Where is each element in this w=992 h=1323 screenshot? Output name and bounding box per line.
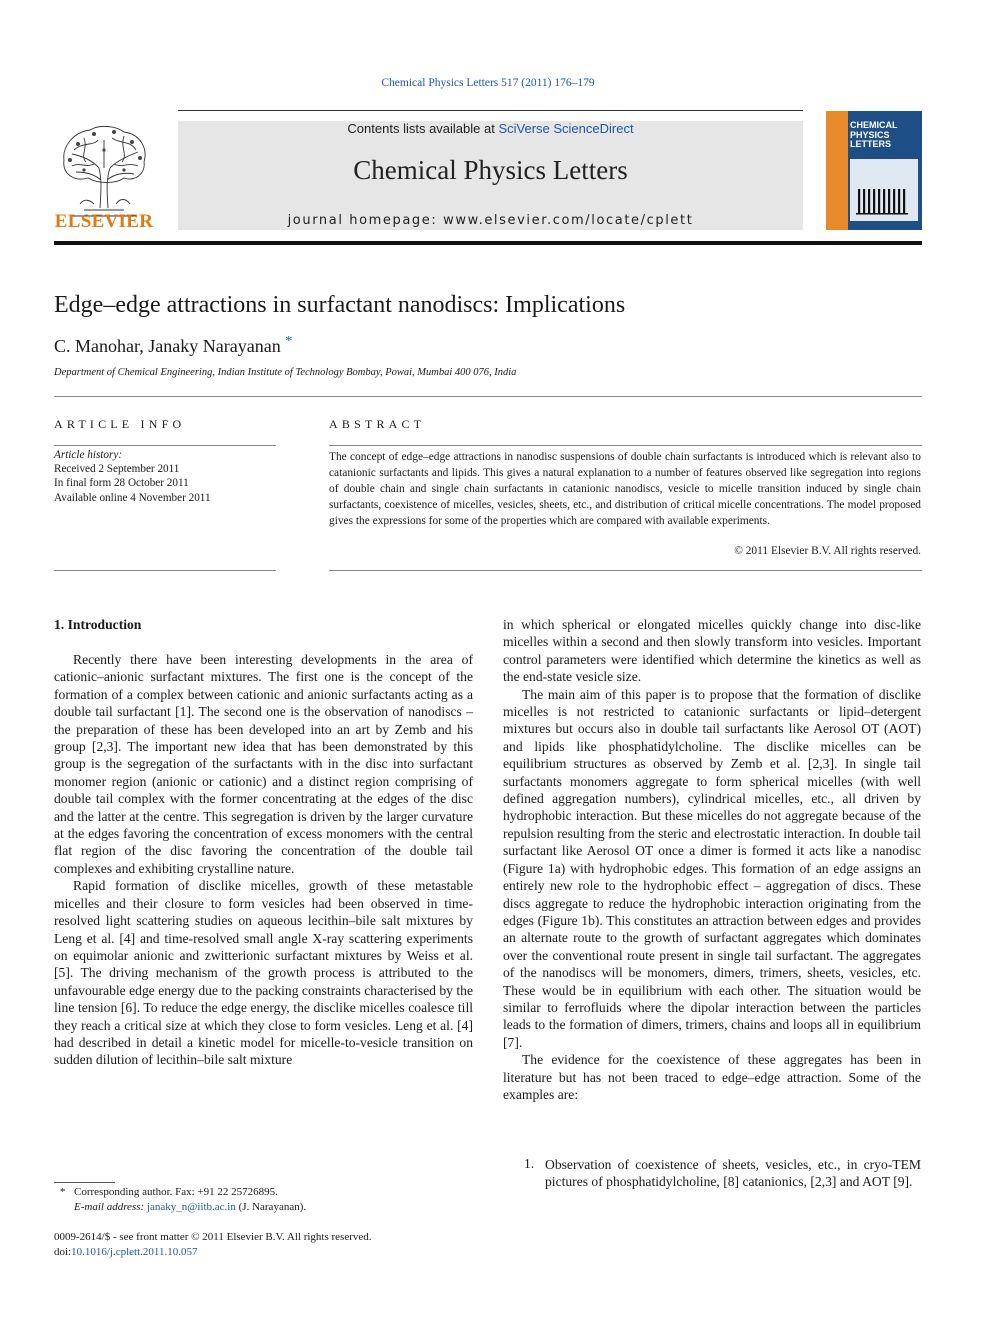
footnote-divider (54, 1182, 115, 1183)
article-title: Edge–edge attractions in surfactant nanodiscs: Implications (54, 292, 626, 318)
contents-line (178, 121, 803, 136)
elsevier-wordmark: ELSEVIER (54, 211, 154, 232)
journal-citation-link[interactable]: Chemical Physics Letters 517 (2011) 176–179 (381, 77, 595, 89)
author-names: C. Manohar, Janaky Narayanan (54, 336, 281, 356)
sciencedirect-link[interactable]: SciVerse ScienceDirect (498, 121, 634, 136)
doi-line (54, 1245, 372, 1260)
corresponding-author-mark[interactable]: * (285, 334, 293, 349)
footnotes (54, 1185, 306, 1215)
abstract-copyright: © 2011 Elsevier B.V. All rights reserved. (734, 545, 921, 557)
header-divider-top (178, 110, 803, 111)
contents-prefix: Contents lists available at (347, 121, 499, 136)
list-item-number: 1. (524, 1156, 535, 1171)
header-divider-bottom (54, 241, 922, 245)
footnote-corresponding (54, 1185, 306, 1200)
body-paragraph: Rapid formation of disclike micelles, growth of these metastable micelles and their closure to form vesicles had been observed in time-resolved light scattering studies on aqueous lecithin–bile salt mixtures by Leng et al. [4] and time-resolved small angle X-ray scattering experiments on equimolar anionic and zwitterionic surfactant mixtures by Weiss et al. [5]. The driving mechanism of the growth process is attributed to the unfavourable edge energy due to the packing constraints characterised by the line tension [6]. To reduce the edge energy, the disclike micelles coalesce till they reach a critical size at which they close to form vesicles. Leng et al. [4] had described in detail a kinetic model for micelle-to-vesicle transition on sudden dilution of lecithin–bile salt mixture (54, 878, 473, 1068)
cover-title-line: PHYSICS (850, 129, 890, 140)
cover-title-line: LETTERS (850, 139, 892, 149)
history-final-form: In final form 28 October 2011 (54, 477, 189, 490)
body-paragraph: The evidence for the coexistence of these aggregates has been in literature but has not been traced to edge–edge attraction. Some of the examples are: (503, 1052, 921, 1102)
abstract-divider (329, 445, 922, 446)
email-suffix: (J. Narayanan). (235, 1201, 307, 1213)
doi-link[interactable]: 10.1016/j.cplett.2011.10.057 (71, 1245, 198, 1258)
body-column-left (54, 651, 473, 1069)
list-item: Observation of coexistence of sheets, vesicles, etc., in cryo-TEM pictures of phosphatidylcholine, [8] catanionics, [2,3] and AOT [9]. (545, 1157, 921, 1190)
body-paragraph: Recently there have been interesting developments in the area of cationic–anionic surfactant mixtures. The first one is the concept of the formation of a complex between cationic and anionic surfactants acting as a double tail surfactant [1]. The second one is the observation of nanodiscs – the preparation of these has been developed into an art by Zemb and his group [2,3]. The important new idea that has been demonstrated by this group is the segregation of the surfactants with in the disc into surfactant monomer region (anionic or cationic) and a distinct region comprising of double tail complex with the former concentrating at the edges of the disc and the latter at the centre. This segregation is driven by the larger curvature at the edges favoring the concentration of excess monomers with the central flat region of the disc favoring the concentration of the double tail complexes and exhibiting crystalline nature. (54, 652, 473, 876)
article-info-bottom-divider (54, 570, 276, 571)
article-info-heading: ARTICLE INFO (54, 417, 186, 431)
body-column-right (503, 616, 921, 1103)
footnote-email (54, 1200, 306, 1215)
cover-figure (850, 159, 918, 221)
body-paragraph: The main aim of this paper is to propose that the formation of disclike micelles is not restricted to catanionic surfactants or lipid–detergent mixtures but occurs also in double tail surfactants like Aerosol OT (AOT) and lipids like phosphatidylcholine. The disclike micelles can be equilibrium structures as observed by Zemb et al. [2,3]. In single tail surfactants monomers aggregate to form spherical micelles (with well defined aggregation numbers), cylindrical micelles, etc., all driven by hydrophobic interaction. But these micelles do not aggregate because of the repulsion resulting from the steric and electrostatic interaction. In double tail surfactant like Aerosol OT once a dimer is formed it acts like a nanodisc (Figure 1a) with hydrophobic edges. This formation of an edge assigns an entirely new role to the hydrophobic effect – aggregation of discs. These discs aggregate to reduce the hydrophobic interaction originating from the edges (Figure 1b). This constitutes an attraction between edges and provides an alternate route to the growth of surfactant aggregates which dominates over the conventional route present in single tail surfactant. The aggregates of the nanodiscs will be monomers, dimers, trimers, sheets, vesicles, etc. These would be in equilibrium with each other. The situation would be similar to ferrofluids where the dipolar interaction between the particles leads to the formation of dimers, trimers, chains and loops all in equilibrium [7]. (503, 686, 921, 1050)
footnote-mark: * (60, 1186, 66, 1198)
front-matter-footer (54, 1230, 372, 1259)
author-affiliation: Department of Chemical Engineering, Indian Institute of Technology Bombay, Powai, Mumbai 400 076, India (54, 367, 517, 378)
email-label: E-mail address: (74, 1201, 147, 1213)
affiliation-divider (54, 396, 922, 397)
journal-homepage-link[interactable]: journal homepage: www.elsevier.com/locate/cplett (287, 213, 694, 228)
journal-name: Chemical Physics Letters (353, 155, 628, 185)
abstract-bottom-divider (329, 570, 922, 571)
cover-title (850, 121, 898, 150)
email-link[interactable]: janaky_n@iitb.ac.in (146, 1201, 236, 1213)
history-label: Article history: (54, 449, 123, 461)
article-history (54, 448, 211, 505)
history-online: Available online 4 November 2011 (54, 491, 211, 504)
cover-graph-icon (850, 159, 918, 221)
issn-line: 0009-2614/$ - see front matter © 2011 Elsevier B.V. All rights reserved. (54, 1231, 372, 1243)
abstract-heading: ABSTRACT (329, 417, 426, 431)
section-heading-introduction: 1. Introduction (54, 617, 142, 632)
footnote-corresponding-text: Corresponding author. Fax: +91 22 25726895. (74, 1186, 278, 1198)
cover-orange-band (826, 111, 848, 230)
body-paragraph: in which spherical or elongated micelles quickly change into disc-like micelles within a second and then slowly transform into vesicles. Important control parameters were identified which determine the kinetics as well as the end-state vesicle size. (503, 617, 921, 685)
author-list (54, 334, 292, 357)
abstract-text: The concept of edge–edge attractions in nanodisc suspensions of double chain surfactants is introduced which is relevant also to catanionic surfactants and lipids. This gives a natural explanation to a number of features observed like segregation into regions of double chain and single chain surfactants in catanionic nanodiscs, vesicle to micelle transition induced by single chain surfactants, coexistence of micelles, vesicles, sheets, etc., and distribution of critical micelle concentrations. The model proposed gives the expressions for some of the properties which are compared with available experiments. (329, 451, 921, 527)
cover-title-line: CHEMICAL (850, 120, 898, 130)
history-received: Received 2 September 2011 (54, 463, 180, 476)
doi-prefix: doi: (54, 1245, 72, 1258)
article-info-divider (54, 445, 276, 446)
